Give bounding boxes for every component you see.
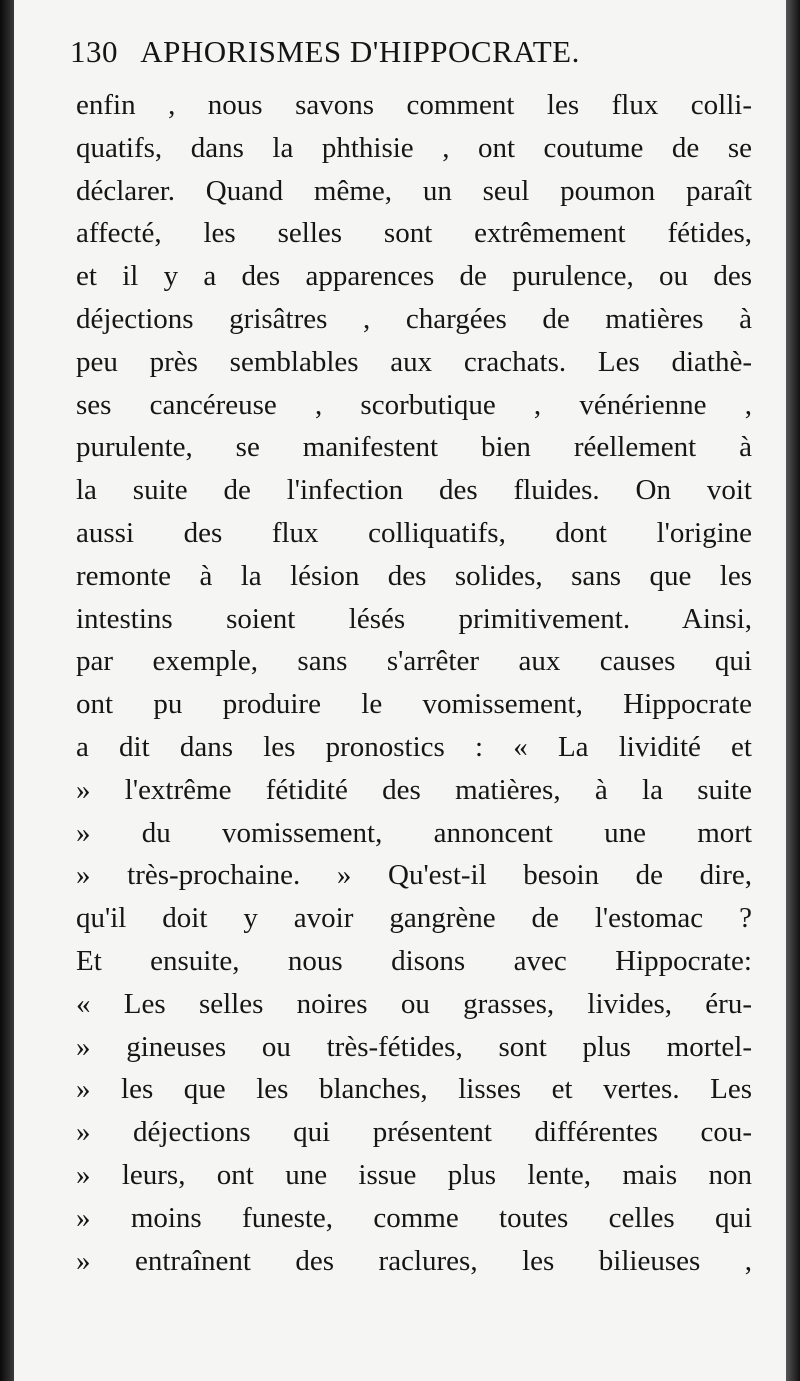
- text-line: » les que les blanches, lisses et vertes. Les: [76, 1073, 752, 1106]
- text-line: ses cancéreuse , scorbutique , vénérienne ,: [76, 388, 752, 421]
- text-line: » du vomissement, annoncent une mort: [76, 816, 752, 849]
- text-line: qu'il doit y avoir gangrène de l'estomac ?: [76, 902, 752, 935]
- text-line: enfin , nous savons comment les flux colli-: [76, 89, 752, 121]
- page-number: 130: [70, 34, 118, 69]
- text-line: » leurs, ont une issue plus lente, mais non: [76, 1158, 752, 1191]
- text-line: déjections grisâtres , chargées de matières à: [76, 302, 752, 335]
- body-text: [76, 84, 752, 1282]
- text-line: peu près semblables aux crachats. Les diathè-: [76, 345, 752, 378]
- text-line: la suite de l'infection des fluides. On voit: [76, 474, 752, 507]
- text-line: » l'extrême fétidité des matières, à la suite: [76, 773, 752, 806]
- text-line: intestins soient lésés primitivement. Ainsi,: [76, 602, 752, 635]
- text-line: quatifs, dans la phthisie , ont coutume de se: [76, 131, 752, 164]
- text-line: » entraînent des raclures, les bilieuses ,: [76, 1244, 752, 1277]
- text-line: et il y a des apparences de purulence, ou des: [76, 260, 752, 293]
- text-line: « Les selles noires ou grasses, livides, éru-: [76, 987, 752, 1020]
- text-line: » moins funeste, comme toutes celles qui: [76, 1201, 752, 1234]
- text-line: » gineuses ou très-fétides, sont plus mortel-: [76, 1030, 752, 1063]
- text-line: aussi des flux colliquatifs, dont l'origine: [76, 516, 752, 549]
- text-line: purulente, se manifestent bien réellement à: [76, 431, 752, 464]
- text-line: déclarer. Quand même, un seul poumon paraît: [76, 174, 752, 207]
- text-line: » très-prochaine. » Qu'est-il besoin de dire,: [76, 859, 752, 892]
- text-line: a dit dans les pronostics : « La lividité et: [76, 730, 752, 763]
- text-line: affecté, les selles sont extrêmement fétides,: [76, 217, 752, 250]
- text-line: remonte à la lésion des solides, sans que les: [76, 559, 752, 592]
- right-page-edge: [786, 0, 800, 1381]
- running-title: APHORISMES D'HIPPOCRATE.: [140, 34, 580, 69]
- left-page-edge: [0, 0, 14, 1381]
- text-line: Et ensuite, nous disons avec Hippocrate:: [76, 944, 752, 977]
- running-head: [70, 34, 770, 74]
- text-line: ont pu produire le vomissement, Hippocrate: [76, 688, 752, 721]
- book-page: [14, 0, 786, 1381]
- text-line: par exemple, sans s'arrêter aux causes qui: [76, 645, 752, 678]
- text-line: » déjections qui présentent différentes cou-: [76, 1116, 752, 1149]
